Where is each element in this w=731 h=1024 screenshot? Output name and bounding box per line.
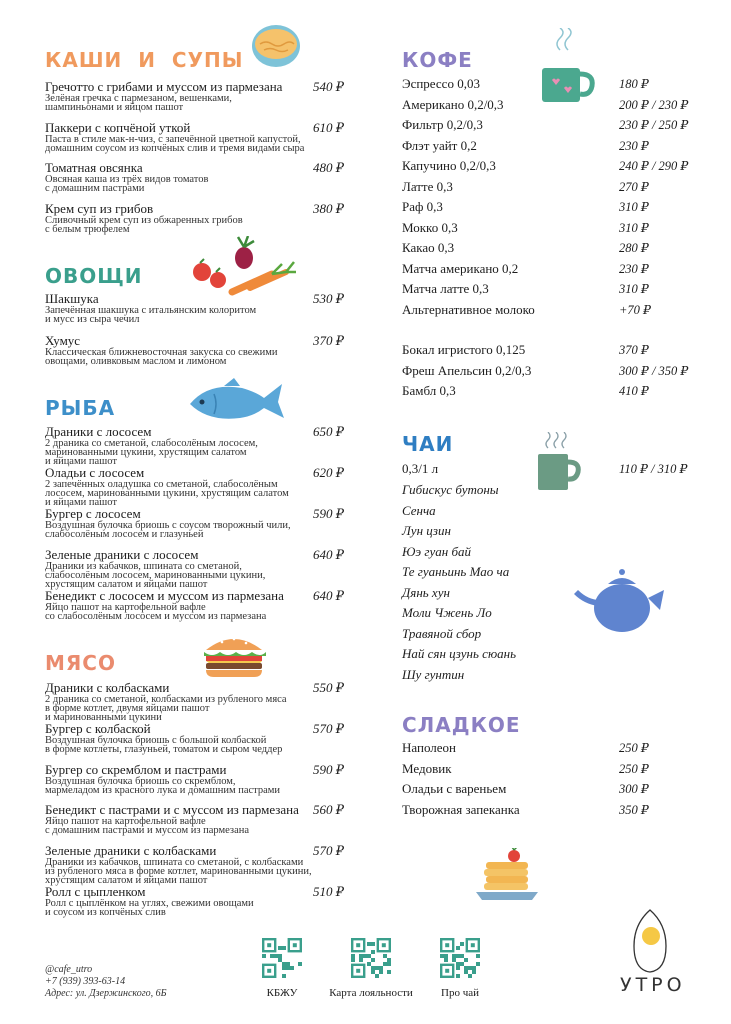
tea-item: Шу гунтин xyxy=(402,666,465,682)
menu-item-desc: мармеладом из красного лука и домашним пастрами xyxy=(45,785,281,796)
section-title-porridge: КАШИ И СУПЫ xyxy=(45,48,244,72)
menu-item-price: 570 ₽ xyxy=(313,721,345,736)
menu-item-price: 620 ₽ xyxy=(313,465,345,480)
tea-item: Дянь хун xyxy=(402,584,450,600)
dessert-price: 350 ₽ xyxy=(619,802,649,817)
menu-item-desc: в форме котлеты, глазуньей, томатом и сыром чеддер xyxy=(45,744,283,755)
menu-item-name: Шакшука xyxy=(45,291,99,306)
menu-item-price: 550 ₽ xyxy=(313,680,345,695)
tea-item: Лун цзин xyxy=(402,523,451,538)
qr-label-loyalty: Карта лояльности xyxy=(329,987,413,999)
menu-item-name: Бенедикт с пастрами и с муссом из пармезана xyxy=(45,802,299,817)
menu-item-name: Драники с колбасками xyxy=(45,680,170,695)
menu-item-desc: со слабосолёным лососем и муссом из пармезана xyxy=(45,611,267,622)
drink-price: 370 ₽ xyxy=(619,343,649,357)
menu-item-desc: Яйцо пашот на картофельной вафле xyxy=(45,816,206,827)
menu-item-desc: Классическая ближневосточная закуска со свежими xyxy=(45,347,278,358)
tea-mug-icon xyxy=(534,432,582,492)
menu-item-desc: шампиньонами и яйцом пашот xyxy=(45,102,184,113)
menu-item-price: 370 ₽ xyxy=(313,333,345,348)
drink-price: +70 ₽ xyxy=(619,302,652,317)
dessert-price: 250 ₽ xyxy=(619,761,649,776)
menu-item-desc: слабосолёным лососем, маринованными цукини, xyxy=(45,570,266,581)
menu-item-desc: лососем, маринованными цукини, хрустящим салатом xyxy=(45,488,289,499)
burger-icon xyxy=(200,632,268,678)
menu-item-name: Хумус xyxy=(45,333,81,348)
drink-name: Фреш Апельсин 0,2/0,3 xyxy=(402,362,532,378)
menu-item-price: 610 ₽ xyxy=(313,120,345,135)
menu-item-desc: Драники из кабачков, шпината со сметаной, xyxy=(45,561,242,572)
drink-name: Бамбл 0,3 xyxy=(402,383,456,398)
menu-item-price: 570 ₽ xyxy=(313,843,345,858)
footer-instagram[interactable]: @cafe_utro xyxy=(45,964,93,975)
tea-item: Гибискус бутоны xyxy=(402,482,499,497)
menu-item-price: 650 ₽ xyxy=(313,424,345,439)
menu-item-desc: с белым трюфелем xyxy=(45,224,130,235)
menu-item-desc: Драники из кабачков, шпината со сметаной, с колбасками xyxy=(45,857,304,868)
drink-price: 230 ₽ xyxy=(619,261,649,276)
menu-item-desc: Сливочный крем суп из обжаренных грибов xyxy=(45,215,243,226)
menu-item-name: Томатная овсянка xyxy=(45,160,143,175)
menu-item-desc: Воздушная булочка бриошь с соусом творожный чили, xyxy=(45,520,291,531)
drink-price: 300 ₽ / 350 ₽ xyxy=(619,363,689,378)
menu-item-desc: домашним соусом из копчёных слив и тремя видами сыра xyxy=(45,143,305,154)
menu-item-price: 380 ₽ xyxy=(313,201,345,216)
teapot-icon xyxy=(570,566,666,636)
menu-item-desc: в форме котлет, двумя яйцами пашот xyxy=(45,703,210,714)
menu-item-desc: Зелёная гречка с пармезаном, вешенками, xyxy=(45,93,232,104)
menu-item-name: Крем суп из грибов xyxy=(45,201,154,216)
drink-name: Эспрессо 0,03 xyxy=(402,76,480,91)
section-title-sweet: СЛАДКОЕ xyxy=(402,713,521,737)
menu-item-desc: хрустящим салатом и яйцами пашот xyxy=(45,579,208,590)
qr-code-tea-icon[interactable] xyxy=(440,938,480,978)
menu-item-desc: Паста в стиле мак-н-чиз, с запечённой цветной капустой, xyxy=(45,134,301,145)
dessert-price: 250 ₽ xyxy=(619,741,649,755)
dessert-price: 300 ₽ xyxy=(619,782,649,796)
drink-price: 310 ₽ xyxy=(619,200,649,214)
fish-icon xyxy=(188,376,286,428)
menu-item-desc: хрустящим салатом и яйцами пашот xyxy=(45,875,208,886)
footer-phone[interactable]: +7 (939) 393-63-14 xyxy=(45,976,126,987)
dessert-name: Наполеон xyxy=(402,740,456,755)
tea-volume: 0,3/1 л xyxy=(402,461,439,476)
drink-name: Какао 0,3 xyxy=(402,240,455,255)
tea-item: Травяной сбор xyxy=(402,625,482,641)
menu-item-name: Гречотто с грибами и муссом из пармезана xyxy=(45,79,283,94)
drink-price: 310 ₽ xyxy=(619,282,649,296)
menu-item-price: 640 ₽ xyxy=(313,547,345,562)
drink-price: 180 ₽ xyxy=(619,77,649,91)
tea-item: Юэ гуан бай xyxy=(402,543,471,559)
menu-item-price: 590 ₽ xyxy=(313,762,345,777)
tea-price: 110 ₽ / 310 ₽ xyxy=(619,462,688,476)
drink-name: Капучино 0,2/0,3 xyxy=(402,158,496,173)
dessert-name: Оладьи с вареньем xyxy=(402,781,507,796)
tea-item: Сенча xyxy=(402,502,436,518)
menu-item-desc: маринованными цукини, хрустящим салатом xyxy=(45,447,247,458)
menu-item-desc: Овсяная каша из трёх видов томатов xyxy=(45,174,209,185)
vegetables-icon xyxy=(188,236,298,298)
menu-item-name: Зеленые драники с лососем xyxy=(45,547,199,562)
menu-item-price: 640 ₽ xyxy=(313,588,345,603)
dessert-name: Медовик xyxy=(402,760,452,776)
menu-item-desc: и маринованными цукини xyxy=(45,712,162,723)
menu-item-name: Бенедикт с лососем и муссом из пармезана xyxy=(45,588,284,603)
drink-price: 280 ₽ xyxy=(619,241,649,255)
menu-item-desc: 2 драника со сметаной, колбасками из рубленого мяса xyxy=(45,694,287,705)
tea-item: Най сян цзунь сюань xyxy=(402,646,516,661)
drink-price: 270 ₽ xyxy=(619,179,649,194)
drink-price: 200 ₽ / 230 ₽ xyxy=(619,97,689,112)
menu-item-name: Ролл с цыпленком xyxy=(45,884,146,899)
drink-price: 240 ₽ / 290 ₽ xyxy=(619,159,689,173)
coffee-cup-icon xyxy=(540,28,596,104)
qr-label-kbzhu: КБЖУ xyxy=(266,987,298,999)
menu-item-desc: Запечённая шакшука с итальянским колоритом xyxy=(45,305,257,316)
menu-item-desc: из рубленого мяса в форме котлет, маринованными цукини, xyxy=(45,866,312,877)
porridge-bowl-icon xyxy=(250,24,302,70)
drink-price: 230 ₽ xyxy=(619,138,649,153)
qr-code-loyalty-icon[interactable] xyxy=(351,938,391,978)
drink-name: Бокал игристого 0,125 xyxy=(402,342,526,357)
drink-name: Фильтр 0,2/0,3 xyxy=(402,117,483,132)
section-title-coffee: КОФЕ xyxy=(402,48,473,72)
drink-price: 310 ₽ xyxy=(619,220,649,235)
drink-price: 230 ₽ / 250 ₽ xyxy=(619,118,689,132)
drink-name: Мокко 0,3 xyxy=(402,219,458,235)
menu-item-desc: и яйцами пашот xyxy=(45,497,117,508)
menu-item-price: 590 ₽ xyxy=(313,506,345,521)
drink-name: Флэт уайт 0,2 xyxy=(402,137,477,153)
section-title-tea: ЧАИ xyxy=(402,432,454,456)
menu-item-name: Драники с лососем xyxy=(45,424,152,439)
qr-label-tea: Про чай xyxy=(441,987,479,999)
pancakes-icon xyxy=(474,848,540,904)
menu-item-price: 540 ₽ xyxy=(313,79,345,94)
menu-item-name: Оладьи с лососем xyxy=(45,465,145,480)
tea-item: Моли Чжень Ло xyxy=(402,605,492,620)
menu-item-desc: слабосолёным лососем и глазуньей xyxy=(45,529,204,540)
menu-item-desc: 2 запечённых оладушка со сметаной, слабосолёным xyxy=(45,479,278,490)
menu-item-desc: Воздушная булочка бриошь с большой колбаской xyxy=(45,735,267,746)
menu-item-desc: овощами, оливковым маслом и лимоном xyxy=(45,356,227,367)
drink-name: Американо 0,2/0,3 xyxy=(402,96,504,112)
menu-item-price: 510 ₽ xyxy=(313,884,345,899)
menu-item-name: Бургер с колбаской xyxy=(45,721,151,736)
dessert-name: Творожная запеканка xyxy=(402,801,520,817)
menu-item-price: 530 ₽ xyxy=(313,291,345,306)
section-title-fish: РЫБА xyxy=(45,396,116,420)
menu-item-desc: и соусом из копчёных слив xyxy=(45,907,166,918)
drink-price: 410 ₽ xyxy=(619,384,649,398)
qr-code-kbzhu-icon[interactable] xyxy=(262,938,302,978)
menu-item-desc: с домашним пастрами xyxy=(45,183,145,194)
menu-item-name: Паккери с копчёной уткой xyxy=(45,120,191,135)
footer-address: Адрес: ул. Дзержинского, 6Б xyxy=(45,988,167,999)
drink-name: Матча латте 0,3 xyxy=(402,281,489,296)
logo-text: УТРО xyxy=(620,974,686,996)
menu-item-name: Зеленые драники с колбасками xyxy=(45,843,217,858)
menu-item-name: Бургер со скремблом и пастрами xyxy=(45,762,227,777)
menu-item-desc: Воздушная булочка бриошь со скремблом, xyxy=(45,776,236,787)
drink-name: Матча американо 0,2 xyxy=(402,260,519,276)
drink-name: Латте 0,3 xyxy=(402,178,453,194)
menu-item-name: Бургер с лососем xyxy=(45,506,141,521)
menu-item-price: 560 ₽ xyxy=(313,802,345,817)
drink-name: Альтернативное молоко xyxy=(402,301,535,317)
menu-item-desc: Яйцо пашот на картофельной вафле xyxy=(45,602,206,613)
menu-item-desc: 2 драника со сметаной, слабосолёным лососем, xyxy=(45,438,258,449)
tea-item: Те гуаньинь Мао ча xyxy=(402,564,510,579)
section-title-veg: ОВОЩИ xyxy=(45,264,143,288)
menu-item-desc: с домашним пастрами и муссом из пармезана xyxy=(45,825,250,836)
menu-item-price: 480 ₽ xyxy=(313,160,345,175)
menu-item-desc: и яйцами пашот xyxy=(45,456,117,467)
section-title-meat: МЯСО xyxy=(45,651,116,675)
menu-item-desc: Ролл с цыплёнком на углях, свежими овощами xyxy=(45,898,254,909)
drink-name: Раф 0,3 xyxy=(402,199,443,214)
egg-logo-icon xyxy=(630,908,670,974)
menu-item-desc: и мусс из сыра чечил xyxy=(45,314,140,325)
